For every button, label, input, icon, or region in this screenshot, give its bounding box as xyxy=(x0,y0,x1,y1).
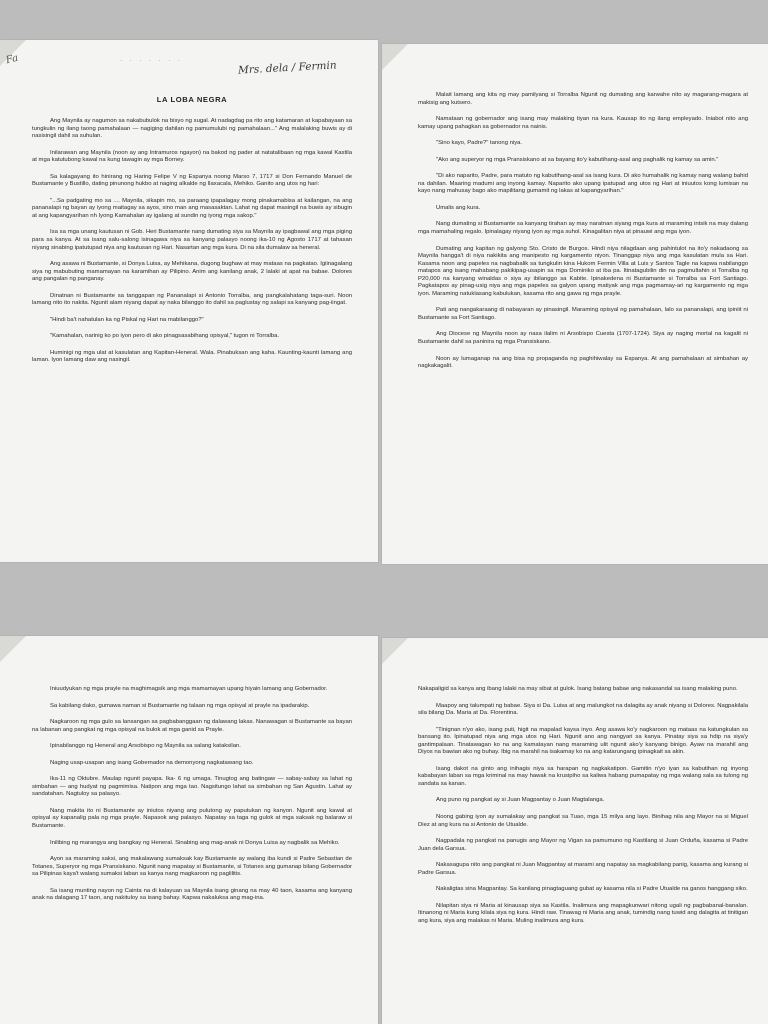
paragraph: Ang Maynila ay nagumon sa nakabubulok na bisyo ng sugal. At nadagdag pa rito ang katamaran at kapabayaan sa tungkulin ng ilang taong pamahalaan — nagiging dahilan ng pamumulubi ng pamahalaan..." Ang malalaking buwis ay di nasisingil dahil sa suhulan. xyxy=(32,118,352,140)
page-4-text xyxy=(418,686,748,934)
paragraph: "Di ako naparito, Padre, para matuto ng kabutihang-asal sa isang kura. Di ako humahalik ng kamay nang walang bahid na dahilan. Maaring madumi ang inyong kamay. Naparito ako upang ipatupad ang utos ng Hari at iniuutos kong lumisan na kayo nang mahusay bago ako mapilitang gumamit ng lakas at kapangyarihan." xyxy=(418,173,748,195)
handwritten-scribble: Fa xyxy=(4,52,20,67)
paragraph: Ang puno ng pangkat ay si Juan Magpantay o Juan Magtalanga. xyxy=(436,797,605,804)
paragraph: Ipinabilanggo ng Heneral ang Arsobispo ng Maynila sa salang kataksilan. xyxy=(50,743,241,750)
paragraph: Nang makita ito ni Bustamante ay iniutos niyang ang pulutong ay paputukan ng kanyon. Ngunit ang kawal at opisyal ay kapanalig pala ng mga prayle. Napasok ang palasyo. Napatay sa taga ng gulok at mga saksak ng balaraw si Bustamante. xyxy=(32,807,352,830)
paragraph: Dinatnan ni Bustamante sa tanggapan ng Pananalapi si Antonio Torralba, ang pangkalahatang taga-suri. Noon lamang nito ito nakita. Ngunit alam niyang dapat ay naka bilanggo ito dahil sa paglustay ng salapi sa kanyang pag-iingat. xyxy=(32,292,352,307)
paragraph: Noong gabing iyon ay sumalakay ang pangkat sa Tuao, mga 15 milya ang layo. Binihag nila ang Mayor na si Miguel Diez at ang kura na si Antonio de Utualde. xyxy=(418,814,748,828)
paragraph: Naging usap-usapan ang isang Gobernador na demonyong nagkatawang tao. xyxy=(50,759,254,766)
paragraph: Namataan ng gobernador ang isang may malaking tiyan na kura. Kausap ito ng ilang empleyado. Iniabot nito ang kamay upang pahagkan sa gobernador na nainis. xyxy=(418,116,748,130)
paragraph: Dumating ang kapitan ng galyong Sto. Cristo de Burgos. Hindi niya nilagdaan ang pahintulot na ito'y nakadaong sa Maynila hangga't di niya nakikita ang manipesto ng kargamento niyon. Tinanggap niya ang mga kasulatan mula sa Hari. Kasama noon ang papeles na nagbabalik sa tungkulin kina Hukom Fermin Villa at Luis y Santos Tagle na kapwa nabilanggo matapos ang isang mahabang pakikipag-usapin sa mga Dominiko at iba pa. Itinatagubilin din na pagmultahin si Torralba ng P20,000 na kanyang winaldas o siya ay ibilanggo sa Kabite. Ipinakedena ni Bustamante si Torralba sa Fort Santiago. Pagkatapos ay pinag-usig niya ang mga papeles sa galyon upang matiyak ang mga pagmamay-ari ng kargamento ng mga iyon. Maraming natuklasang kabulukan, kasama rito ang gawa ng mga prayle. xyxy=(418,245,748,297)
page-corner-fold xyxy=(382,638,408,664)
paragraph: Ayon sa maraming saksi, ang makalawang sumaksak kay Bustamante ay walang iba kundi si Padre Sebastian de Totanes, Superyor ng mga Pransiskano. Ngunit nang mapatay si Bustamante, si Totanes ang gumanap bilang Gobernador sa Pilipinas kaya't walang sumaksi laban sa kanya nang magkaroon ng paglilitis. xyxy=(32,856,352,878)
paragraph: Iniuudyukan ng mga prayle na maghimagsik ang mga mamamayan upang hiyain lamang ang Gobernador. xyxy=(50,686,328,692)
faint-marks: · · · · · · · xyxy=(120,58,183,64)
page-corner-fold xyxy=(382,44,408,70)
paragraph: Nang dumating si Bustamante sa kanyang tirahan ay may naratnan siyang mga kura at maraming intsik na may dalang mga mamahaling regalo. Ipinalagay niyang iyon ay mga suhol. Kinagalitan niya at pinauwi ang mga iyon. xyxy=(418,221,748,236)
document-page-1 xyxy=(0,40,378,562)
paragraph: Umalis ang kura. xyxy=(436,204,481,211)
paragraph: Sa kalagayang ito hinirang ng Haring Felipe V ng Espanya noong Marso 7, 1717 si Don Fernando Manuel de Bustamante y Bustillo, dating pinunong hukbo at naging alkalde ng Ilaxacala, Mehiko. Ganito ang utos ng hari: xyxy=(32,173,352,188)
paragraph: Nagpadala ng pangkat na panugis ang Mayor ng Vigan sa pamumuno ng Kastilang si Juan Orduña, kasama si Padre Juan dela Garsua. xyxy=(418,838,748,852)
paragraph: Noon ay lumaganap na ang bisa ng propaganda ng paghihiwalay sa Espanya. At ang pamahalaan at simbahan ay nagkakagalit. xyxy=(418,355,748,370)
paragraph: Ika-11 ng Oktubre. Maulap ngunit payapa. Ika- 6 ng umaga. Tinugtog ang batingaw — sabay-sabay sa lahat ng simbahan — ang hudyat ng pagmimisa. Natipon ang mga tao. Nagsitungo lahat sa simbahan ng San Agustin. Lahat ay sandatahan. Nagtuloy sa palasyo. xyxy=(32,776,352,798)
page-2-text xyxy=(418,92,748,380)
paragraph: "...Sa padgating mo sa .... Maynila, sikapin mo, sa paraang ipapalagay mong pinakamabisa at kailangan, na ang pananalapi ng bayan ay iyong maitagay sa ayos, sino man ang masasaktan. Lahat ng dapat masingil na buwis ay sibugin at ang kapangyarihan nh Iyong Kamahalan ay igalang at sundin ng iyong mga sakop." xyxy=(32,197,352,219)
paragraph: Huminigi ng mga ulat at kasulatan ang Kapitan-Heneral. Wala. Pinabuksan ang kaha. Kaunting-kaunti lamang ang laman. Iyon lamang daw ang nasingil. xyxy=(32,349,352,364)
paragraph: Nakaligtas sina Magpantay. Sa kanilang pinagtaguang gubat ay kasama nila si Padre Utualde na ganos hanggang siko. xyxy=(436,886,748,893)
paragraph: Malait lamang ang kita ng may pamilyang si Torralba Ngunit ng dumating ang karwahe nito ay magarang-magara at makisig ang kutsero. xyxy=(418,92,748,106)
paragraph: Inilarawan ang Maynila (noon ay ang Intramuros ngayon) na bakod ng pader at natatalibaan ng mga kawal Kastila at mga katutubong kawal na kung tawagin ay mga Borney. xyxy=(32,149,352,164)
paragraph: Pati ang nangakaraang di nabayaran ay pinasingil. Maraming opisyal ng pamahalaan, lalo sa pananalapi, ang ipiniit ni Bustamante sa Fort Santiago. xyxy=(418,307,748,321)
handwritten-note: Mrs. dela / Fermin xyxy=(237,59,337,77)
paragraph: "Ako ang superyor ng mga Pransiskano at sa bayang ito'y kabutihang-asal ang paghalik ng kamay sa amin." xyxy=(436,156,719,163)
paragraph: Sa kabilang dako, gumawa naman si Bustamante ng talaan ng mga opisyal at prayle na ipadarakip. xyxy=(50,702,310,709)
page-3-text xyxy=(32,686,352,912)
document-page-2 xyxy=(382,44,768,564)
paragraph: Inilibing ng marangya ang bangkay ng Heneral. Sinabing ang mag-anak ni Donya Luisa ay nagbalik sa Mehiko. xyxy=(50,839,340,846)
paragraph: "Hindi ba't nahatulan ka ng Piskal ng Hari na mabilanggo?" xyxy=(50,316,204,323)
paragraph: Ang asawa ni Bustamante, si Donya Luisa, ay Mehikana, dugong bughaw at may mataas na pagkatao. Igiinagalang siya ng mabubuting mamamayan na karamihan ay Pilipino. Anim ang kanilang anak, 2 lalaki at apat na babae. Dolores ang pangalan ng panganay. xyxy=(32,261,352,283)
paragraph: Isa sa mga unang kautusan ni Gob. Heri Bustamante nang dumating siya sa Maynila ay ipagbawal ang mga piging para sa kanya. At sa isang salu-salong isinagawa niya sa kanyang palasyo noong ika-10 ng Agosto 1717 at tahasan niyang sinabing ipatutupad niya ang kautusan ng Hari. Nasartan ang mga kura. Di na sila dumalaw sa heneral. xyxy=(32,229,352,251)
document-title: LA LOBA NEGRA xyxy=(156,95,228,104)
paragraph: Nakasagupa nito ang pangkat ni Juan Magpantay at marami ang napatay sa magkabilang panig, kasama ang kurang si Padre Garsua. xyxy=(418,862,748,876)
page-corner-fold xyxy=(0,636,26,662)
paragraph: Nilapitan siya ni Maria at kinausap siya sa Kastila. Inalimura ang mapagkunwari nitong ugali ng pagbabanal-banalan. Itinanong ni Maria kung kilala siya ng kura. Hindi raw. Tinawag ni Maria ang anak, tumindig nang tuwid ang dalagita at tinitigan ang kura, siya ang malakas ni Maria. Muling inalimura ang kura. xyxy=(418,902,748,924)
page-1-text xyxy=(32,95,352,374)
paragraph: Ang Diocese ng Maynila noon ay nasa ilalim ni Arsobispo Cuesta (1707-1724). Siya ay naging mortal na kagalit ni Bustamante dahil sa paninira ng mga Pransiskano. xyxy=(418,331,748,346)
paragraph: Nagkaroon ng mga gulo sa lansangan sa pagbabanggaan ng dalawang lakas. Nanawagan si Bustamante sa bayan na labanan ang pangkat ng mga opisyal na bulok at mga ganid sa Prayle. xyxy=(32,719,352,733)
paragraph: "Sino kayo, Padre?" tanong niya. xyxy=(436,140,523,147)
paragraph: Maapoy ang talumpati ng babae. Siya si Da. Luisa at ang malungkot na dalagita ay anak niyang si Dolores. Nagpakilala sila bilang Da. Maria at Da. Florentina. xyxy=(418,702,748,717)
paragraph: Sa isang munting nayon ng Cainta na di kalayuan sa Maynila isang ginang na may 40 taon, kasama ang kanyang anak na dalagang 17 taon, ang nakituloy sa isang bahay. Kapwa nakaluksa ang mag-ina. xyxy=(32,887,352,902)
paragraph: "Kamahalan, narinig ko po iyon pero di ako pinagsasabihang opisyal," tugon ni Torralba. xyxy=(50,333,280,340)
paragraph: "Tinignan n'yo ako, isang puti, higit na mapalad kaysa inyo. Ang asawa ko'y nagkaroon ng mataas na katungkulan sa bansang ito. Ipinatupad niya ang mga utos ng Hari. Ngunit ano ang nangyari sa kanya. Pinatay siya sa hdip na siya'y gantimpalaan. Tinatawagan ko na ang kamatayan nang maraming ulit ngunit ako'y kanyang binigo. Ayaw na marahil ang Diyos na bawian ako ng buhay. Ibig na marahil na isakamay ko na ang katarungang ipinagkait sa akin. xyxy=(418,726,748,756)
document-page-4 xyxy=(382,638,768,1024)
document-page-3 xyxy=(0,636,378,1024)
paragraph: Isang dakot na ginto ang inihagis niya sa harapan ng nagkakatipon. Gamitin n'yo iyan sa kabutihan ng inyong kababayan laban sa mga kriminal na may hawak na krusipiho sa kaliwa habang pumapatay ng mga walang sala sa tulong ng sandata sa kanan. xyxy=(418,765,748,787)
paragraph: Nakapaligid sa kanya ang ibang lalaki na may sibat at gulok. Isang batang babae ang nakasandal sa isang malaking puno. xyxy=(418,686,738,692)
